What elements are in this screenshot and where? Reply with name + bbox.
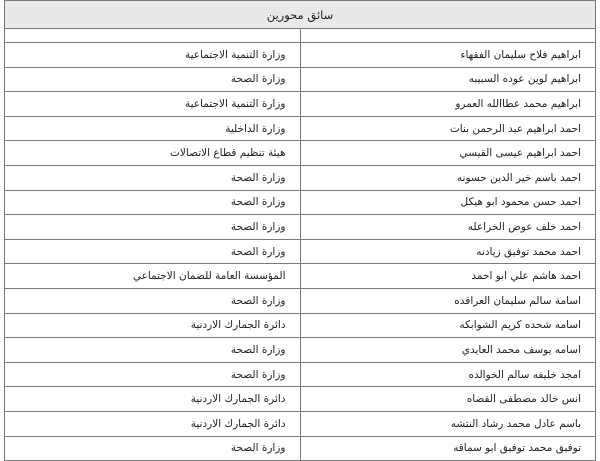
employee-name: احمد ابراهيم عيسى القيسي [300, 141, 596, 166]
table-row [5, 92, 596, 117]
employer-ministry: وزارة الصحة [5, 215, 301, 240]
employee-name: احمد باسم خير الدين حسونه [300, 165, 596, 190]
employee-name: باسم عادل محمد رشاد النتشه [300, 411, 596, 436]
table-row [5, 362, 596, 387]
employee-name: ابراهيم فلاح سليمان الفقهاء [300, 43, 596, 68]
table-row [5, 215, 596, 240]
employee-name: اسامة سالم سليمان العراقده [300, 288, 596, 313]
employer-ministry: دائرة الجمارك الاردنية [5, 313, 301, 338]
table-row [5, 411, 596, 436]
employer-ministry: وزارة الصحة [5, 288, 301, 313]
table-row [5, 190, 596, 215]
table-row [5, 141, 596, 166]
employer-ministry: دائرة الجمارك الاردنية [5, 387, 301, 412]
employer-ministry: وزارة الصحة [5, 436, 301, 461]
employer-ministry: دائرة الجمارك الاردنية [5, 411, 301, 436]
spacer-cell [5, 29, 301, 43]
table-row [5, 436, 596, 461]
employer-ministry: وزارة الصحة [5, 165, 301, 190]
table-row [5, 67, 596, 92]
table-row [5, 313, 596, 338]
employee-name: توفيق محمد توفيق ابو سماقه [300, 436, 596, 461]
employer-ministry: هيئة تنظيم قطاع الاتصالات [5, 141, 301, 166]
employer-ministry: وزارة الداخلية [5, 116, 301, 141]
table-title: سائق محورين [5, 1, 596, 29]
employer-ministry: وزارة التنمية الاجتماعية [5, 43, 301, 68]
employee-name: احمد هاشم علي ابو احمد [300, 264, 596, 289]
employer-ministry: المؤسسة العامة للضمان الاجتماعي [5, 264, 301, 289]
employee-name: ابراهيم محمد عطاالله العمرو [300, 92, 596, 117]
table-row [5, 239, 596, 264]
table-row [5, 338, 596, 363]
employer-ministry: وزارة الصحة [5, 190, 301, 215]
employee-name: احمد خلف عوض الخزاعله [300, 215, 596, 240]
table-row [5, 116, 596, 141]
employee-name: ابراهيم لوين عوده السبيبه [300, 67, 596, 92]
table-body [5, 43, 596, 461]
employer-ministry: وزارة الصحة [5, 338, 301, 363]
employee-name: احمد حسن محمود ابو هيكل [300, 190, 596, 215]
title-row [5, 1, 596, 29]
employee-name: انس خالد مصطفى القضاه [300, 387, 596, 412]
employer-ministry: وزارة التنمية الاجتماعية [5, 92, 301, 117]
table-row [5, 264, 596, 289]
employee-name: امجد خليفه سالم الخوالده [300, 362, 596, 387]
table-row [5, 387, 596, 412]
employee-name: احمد محمد توفيق زيادنه [300, 239, 596, 264]
drivers-table [4, 0, 596, 461]
table-row [5, 43, 596, 68]
spacer-row [5, 29, 596, 43]
employee-name: اسامه شحده كريم الشوابكه [300, 313, 596, 338]
employee-name: احمد ابراهيم عبد الرحمن بنات [300, 116, 596, 141]
table-row [5, 165, 596, 190]
employer-ministry: وزارة الصحة [5, 67, 301, 92]
spacer-cell [300, 29, 596, 43]
employee-name: اسامه يوسف محمد العايدي [300, 338, 596, 363]
employer-ministry: وزارة الصحة [5, 239, 301, 264]
table-row [5, 288, 596, 313]
employer-ministry: وزارة الصحة [5, 362, 301, 387]
